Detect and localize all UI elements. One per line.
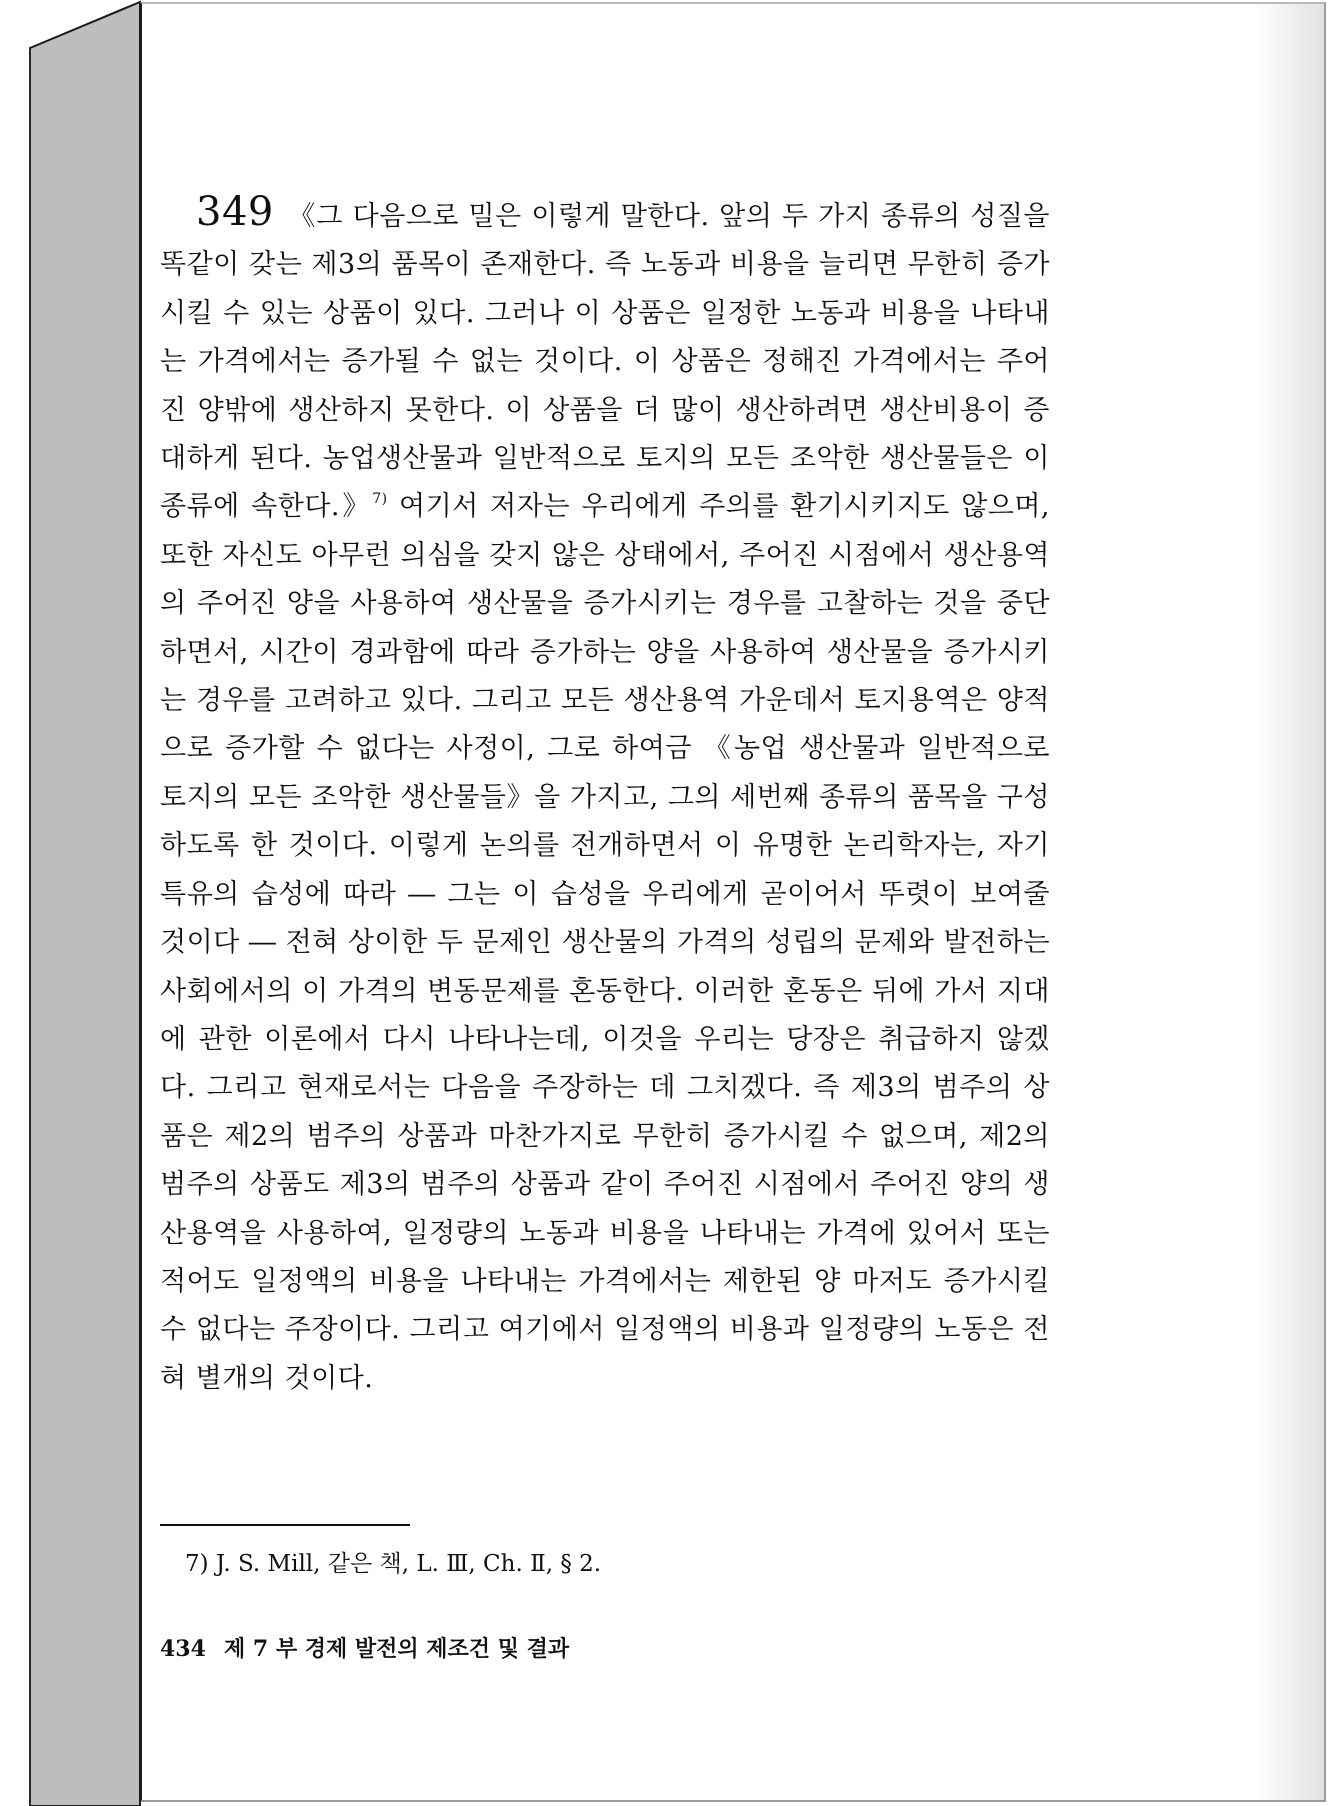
book-spine bbox=[0, 0, 150, 1806]
footnote: 7) J. S. Mill, 같은 책, L. Ⅲ, Ch. Ⅱ, § 2. bbox=[185, 1551, 602, 1577]
paragraph-number: 349 bbox=[196, 189, 274, 235]
page-number: 434 bbox=[160, 1636, 206, 1662]
running-footer bbox=[160, 1632, 1060, 1663]
body-paragraph bbox=[160, 188, 1050, 1403]
section-title: 제 7 부 경제 발전의 제조건 및 결과 bbox=[223, 1636, 570, 1662]
footnote-divider bbox=[160, 1524, 410, 1526]
paragraph-text-part-1: 《그 다음으로 밀은 이렇게 말한다. 앞의 두 가지 종류의 성질을 똑같이 갖는 제3의 품목이 존재한다. 즉 노동과 비용을 늘리면 무한히 증가시킬 수 있는 상품이 있다. 그러나 이 상품은 일정한 노동과 비용을 나타내는 가격에서는 증가될 수 없는 것이다. 이 상품은 정해진 가격에서는 주어진 양밖에 생산하지 못한다. 이 상품을 더 많이 생산하려면 생산비용이 증대하게 된다. 농업생산물과 일반적으로 토지의 모든 조악한 생산물들은 이 종류에 속한다.》 bbox=[160, 201, 1050, 523]
paragraph-text-part-2: 여기서 저자는 우리에게 주의를 환기시키지도 않으며, 또한 자신도 아무런 의심을 갖지 않은 상태에서, 주어진 시점에서 생산용역의 주어진 양을 사용하여 생산물을 증가시키는 경우를 고찰하는 것을 중단하면서, 시간이 경과함에 따라 증가하는 양을 사용하여 생산물을 증가시키는 경우를 고려하고 있다. 그리고 모든 생산용역 가운데서 토지용역은 양적으로 증가할 수 없다는 사정이, 그로 하여금 《농업 생산물과 일반적으로 토지의 모든 조악한 생산물들》을 가지고, 그의 세번째 종류의 품목을 구성하도록 한 것이다. 이렇게 논의를 전개하면서 이 유명한 논리학자는, 자기 특유의 습성에 따라 ― 그는 이 습성을 우리에게 곧이어서 뚜렷이 보여줄 것이다 ― 전혀 상이한 두 문제인 생산물의 가격의 성립의 문제와 발전하는 사회에서의 이 가격의 변동문제를 혼동한다. 이러한 혼동은 뒤에 가서 지대에 관한 이론에서 다시 나타나는데, 이것을 우리는 당장은 취급하지 않겠다. 그리고 현재로서는 다음을 주장하는 데 그치겠다. 즉 제3의 범주의 상품은 제2의 범주의 상품과 마찬가지로 무한히 증가시킬 수 없으며, 제2의 범주의 상품도 제3의 범주의 상품과 같이 주어진 시점에서 주어진 양의 생산용역을 사용하여, 일정량의 노동과 비용을 나타내는 가격에 있어서 또는 적어도 일정액의 비용을 나타내는 가격에서는 제한된 양 마저도 증가시킬 수 없다는 주장이다. 그리고 여기에서 일정액의 비용과 일정량의 노동은 전혀 별개의 것이다. bbox=[160, 491, 1050, 1394]
footnote-reference: 7) bbox=[372, 491, 388, 508]
